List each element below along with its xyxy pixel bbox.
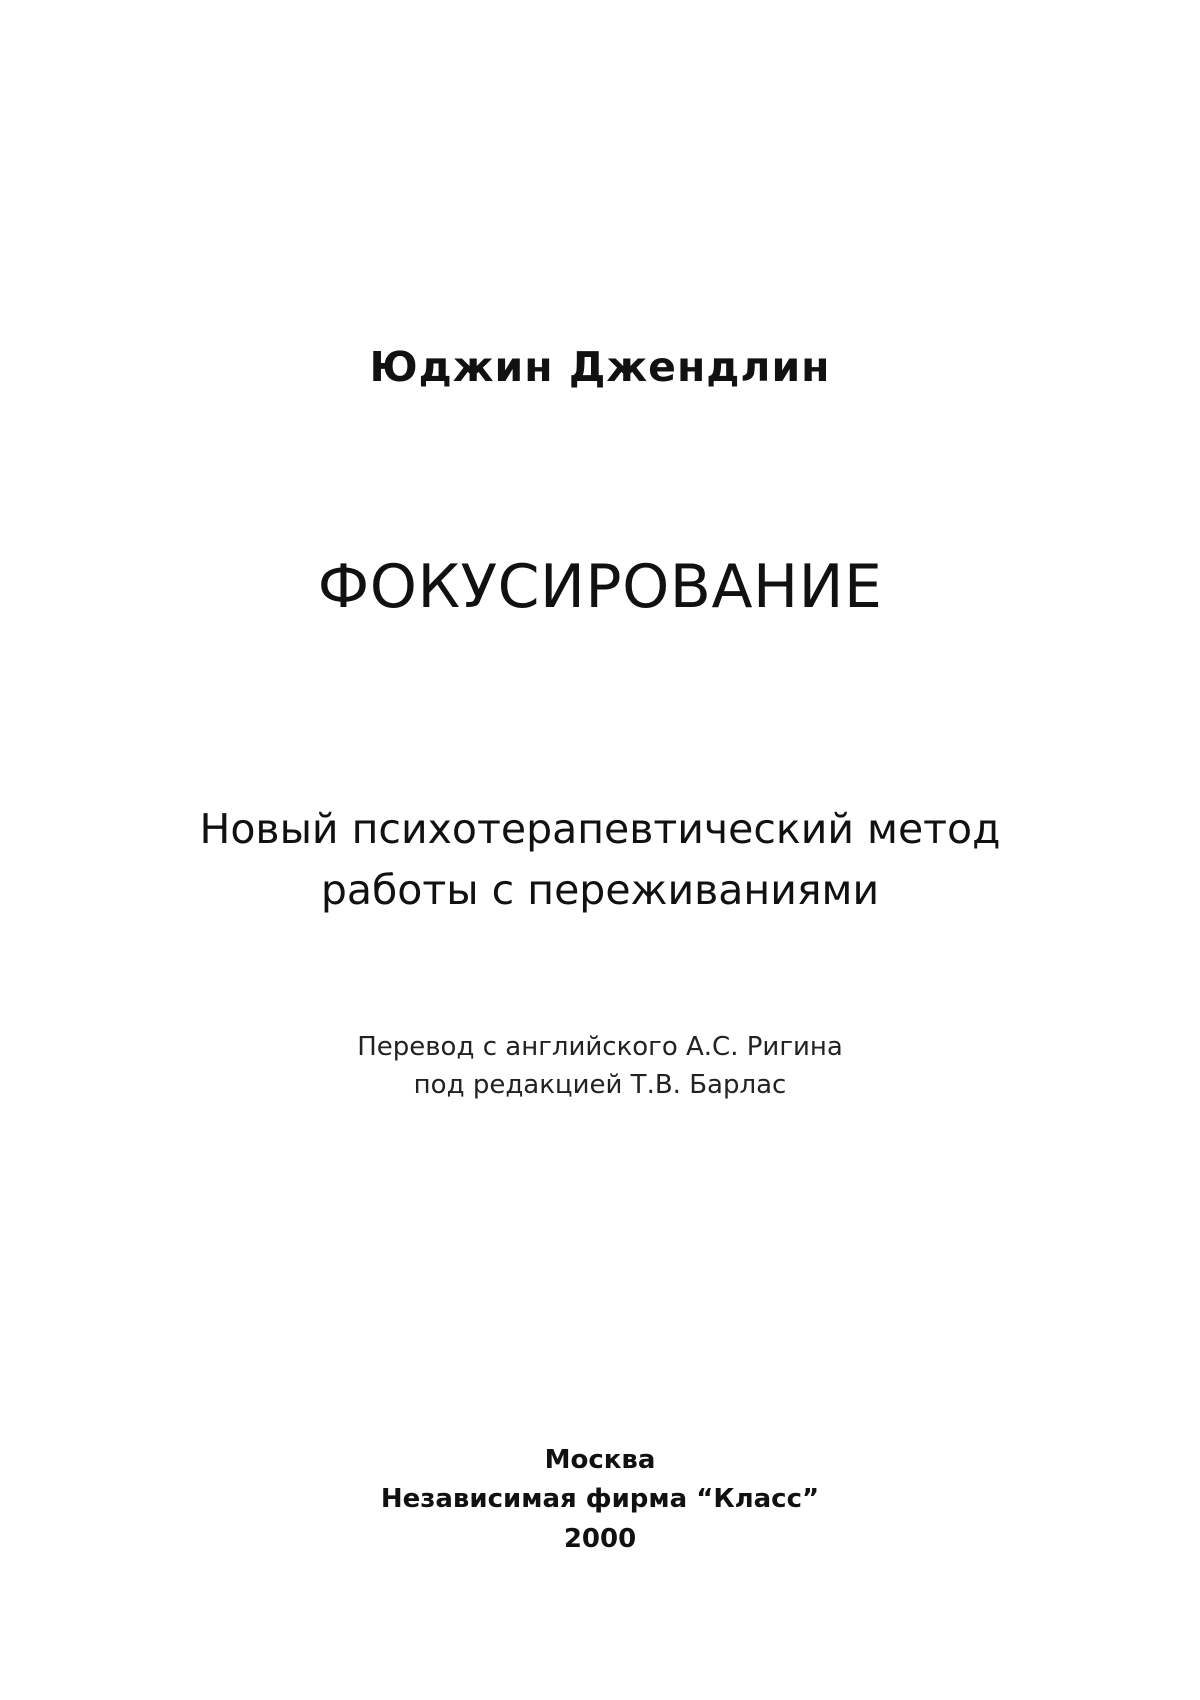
editor-credit: под редакцией Т.В. Барлас [413, 1070, 787, 1100]
author-name: Юджин Джендлин [369, 343, 831, 391]
translation-credit: Перевод с английского А.С. Ригина [357, 1032, 843, 1062]
imprint-city: Москва [544, 1445, 656, 1475]
imprint-year: 2000 [563, 1524, 637, 1554]
imprint-publisher: Независимая фирма “Класс” [380, 1484, 820, 1514]
subtitle-line-1: Новый психотерапевтический метод [199, 805, 1001, 853]
subtitle-line-2: работы с переживаниями [320, 866, 880, 914]
book-title: ФОКУСИРОВАНИЕ [317, 552, 883, 622]
